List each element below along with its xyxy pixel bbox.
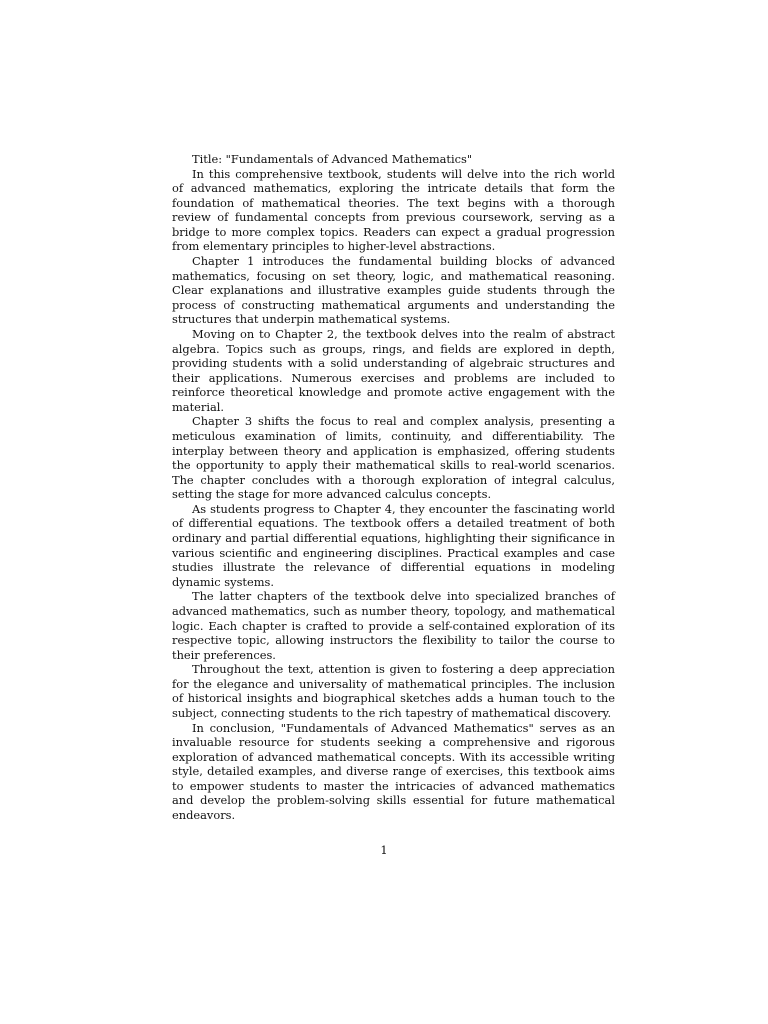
- paragraph-chapter-3: Chapter 3 shifts the focus to real and complex analysis, presenting a meticulous examination of limits, continuity, and differentiability. The interplay between theory and application is emphasized, offering students the opportunity to apply their mathematical skills to real-world scenarios. The chapter concludes with a thorough exploration of integral calculus, setting the stage for more advanced calculus concepts.: [172, 414, 615, 502]
- paragraph-throughout: Throughout the text, attention is given to fostering a deep appreciation for the elegance and universality of mathematical principles. The inclusion of historical insights and biographical sketches adds a human touch to the subject, connecting students to the rich tapestry of mathematical discovery.: [172, 662, 615, 720]
- paragraph-conclusion: In conclusion, "Fundamentals of Advanced Mathematics" serves as an invaluable resource for students seeking a comprehensive and rigorous exploration of advanced mathematical concepts. With its accessible writing style, detailed examples, and diverse range of exercises, this textbook aims to empower students to master the intricacies of advanced mathematics and develop the problem-solving skills essential for future mathematical endeavors.: [172, 720, 615, 823]
- document-title: Title: "Fundamentals of Advanced Mathematics": [192, 152, 473, 166]
- page-number: 1: [380, 843, 388, 857]
- paragraph-latter-chapters: The latter chapters of the textbook delve into specialized branches of advanced mathematics, such as number theory, topology, and mathematical logic. Each chapter is crafted to provide a self-contained exploration of its respective topic, allowing instructors the flexibility to tailor the course to their preferences.: [172, 589, 615, 662]
- paragraph-chapter-2: Moving on to Chapter 2, the textbook delves into the realm of abstract algebra. Topics such as groups, rings, and fields are explored in depth, providing students with a solid understanding of algebraic structures and their applications. Numerous exercises and problems are included to reinforce theoretical knowledge and promote active engagement with the material.: [172, 326, 615, 414]
- document-body: [172, 152, 615, 823]
- paragraph-chapter-1: Chapter 1 introduces the fundamental building blocks of advanced mathematics, focusing on set theory, logic, and mathematical reasoning. Clear explanations and illustrative examples guide students through the process of constructing mathematical arguments and understanding the structures that underpin mathematical systems.: [172, 254, 615, 327]
- paragraph-chapter-4: As students progress to Chapter 4, they encounter the fascinating world of differential equations. The textbook offers a detailed treatment of both ordinary and partial differential equations, highlighting their significance in various scientific and engineering disciplines. Practical examples and case studies illustrate the relevance of differential equations in modeling dynamic systems.: [172, 501, 615, 589]
- paragraph-intro: In this comprehensive textbook, students will delve into the rich world of advanced mathematics, exploring the intricate details that form the foundation of mathematical theories. The text begins with a thorough review of fundamental concepts from previous coursework, serving as a bridge to more complex topics. Readers can expect a gradual progression from elementary principles to higher-level abstractions.: [172, 166, 615, 254]
